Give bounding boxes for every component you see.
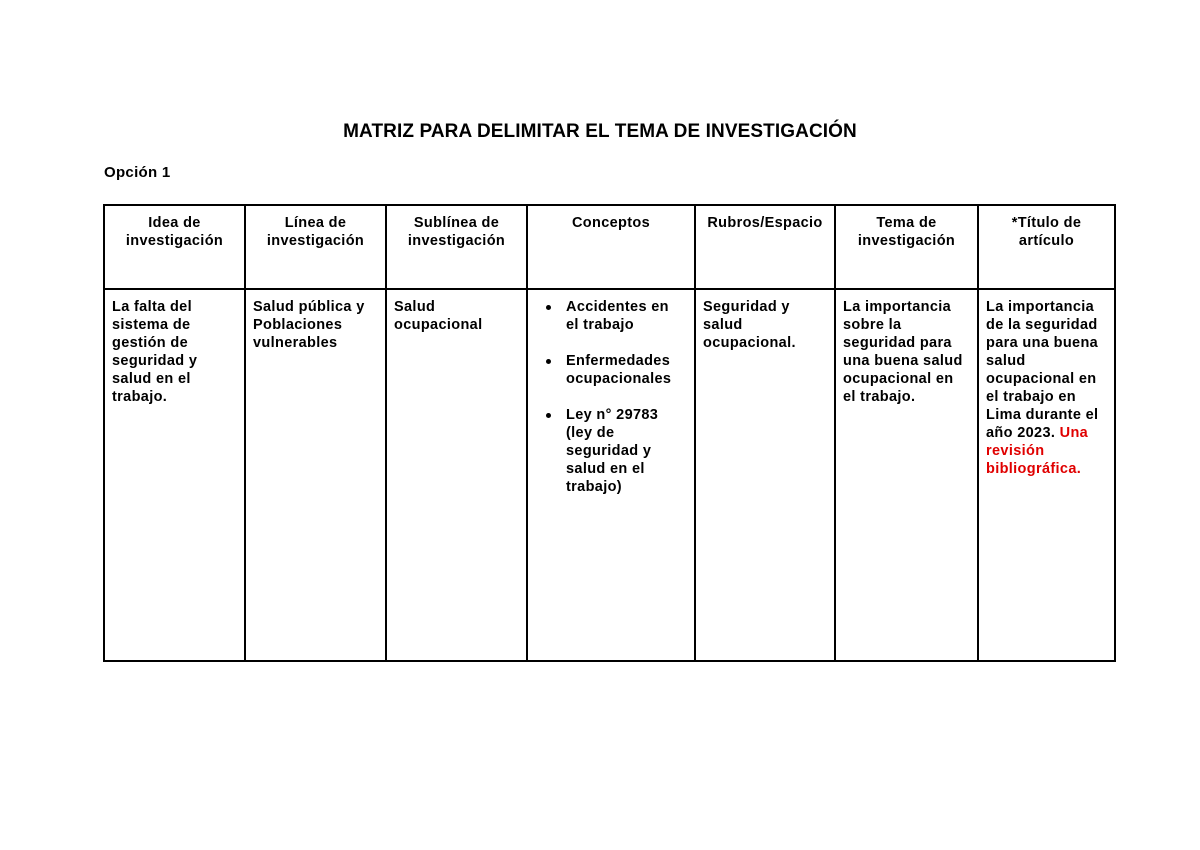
research-matrix-table	[103, 204, 1116, 662]
cell-line: salud	[703, 317, 743, 333]
list-item	[536, 298, 688, 334]
cell-line-mixed	[986, 424, 1108, 442]
cell-line: Salud	[394, 299, 436, 315]
header-line: artículo	[1018, 233, 1075, 249]
cell-line: trabajo)	[566, 479, 622, 495]
header-line: investigación	[266, 233, 365, 249]
header-titulo	[978, 205, 1115, 289]
header-line: Conceptos	[571, 215, 651, 231]
cell-line: seguridad para	[843, 335, 952, 351]
highlighted-text: revisión	[986, 443, 1045, 459]
cell-line: el trabajo	[566, 317, 634, 333]
bullet-icon	[546, 359, 551, 364]
header-tema	[835, 205, 978, 289]
cell-line: Seguridad y	[703, 299, 790, 315]
cell-line: vulnerables	[253, 335, 338, 351]
cell-line: ocupacional en	[843, 371, 954, 387]
header-line: Sublínea de	[413, 215, 500, 231]
header-line: Línea de	[284, 215, 347, 231]
header-line: Idea de	[148, 215, 201, 231]
cell-conceptos	[527, 289, 695, 661]
cell-line: Lima durante el	[986, 407, 1099, 423]
cell-line: el trabajo en	[986, 389, 1076, 405]
cell-titulo	[978, 289, 1115, 661]
cell-line: de la seguridad	[986, 317, 1098, 333]
cell-line: La importancia	[986, 299, 1095, 315]
cell-line: sistema de	[112, 317, 191, 333]
cell-line: una buena salud	[843, 353, 963, 369]
cell-line: gestión de	[112, 335, 189, 351]
concept-list	[536, 298, 688, 496]
header-line: *Título de	[1011, 215, 1082, 231]
cell-line: salud en el	[112, 371, 191, 387]
highlighted-text: Una	[1059, 425, 1089, 441]
header-line: Rubros/Espacio	[707, 215, 823, 231]
cell-text: año 2023.	[986, 425, 1060, 441]
header-conceptos	[527, 205, 695, 289]
cell-line: seguridad y	[566, 443, 652, 459]
table-header-row	[104, 205, 1115, 289]
cell-linea	[245, 289, 386, 661]
cell-line: (ley de	[566, 425, 615, 441]
header-line: investigación	[407, 233, 506, 249]
cell-tema	[835, 289, 978, 661]
cell-line: salud	[986, 353, 1026, 369]
cell-rubros	[695, 289, 835, 661]
cell-line: La importancia	[843, 299, 952, 315]
bullet-icon	[546, 305, 551, 310]
list-item	[536, 406, 688, 496]
header-rubros	[695, 205, 835, 289]
page-title: MATRIZ PARA DELIMITAR EL TEMA DE INVESTIGACIÓN	[343, 121, 857, 142]
cell-line: sobre la	[843, 317, 902, 333]
cell-line: Enfermedades	[566, 353, 671, 369]
cell-line: el trabajo.	[843, 389, 916, 405]
cell-line: ocupacional en	[986, 371, 1097, 387]
cell-line: trabajo.	[112, 389, 168, 405]
header-line: Tema de	[876, 215, 937, 231]
bullet-icon	[546, 413, 551, 418]
cell-line: ocupacionales	[566, 371, 672, 387]
cell-line: para una buena	[986, 335, 1099, 351]
header-idea	[104, 205, 245, 289]
cell-line: Salud pública y	[253, 299, 365, 315]
header-line: investigación	[857, 233, 956, 249]
header-sublinea	[386, 205, 527, 289]
cell-line: seguridad y	[112, 353, 198, 369]
cell-line: ocupacional	[394, 317, 483, 333]
cell-line: Poblaciones	[253, 317, 343, 333]
option-label: Opción 1	[104, 164, 171, 181]
cell-line: La falta del	[112, 299, 192, 315]
table-row	[104, 289, 1115, 661]
highlighted-text: bibliográfica.	[986, 461, 1082, 477]
cell-line: Ley n° 29783	[566, 407, 659, 423]
header-line: investigación	[125, 233, 224, 249]
cell-line: salud en el	[566, 461, 645, 477]
cell-idea	[104, 289, 245, 661]
header-linea	[245, 205, 386, 289]
cell-sublinea	[386, 289, 527, 661]
cell-line: ocupacional.	[703, 335, 796, 351]
list-item	[536, 352, 688, 388]
cell-line: Accidentes en	[566, 299, 669, 315]
